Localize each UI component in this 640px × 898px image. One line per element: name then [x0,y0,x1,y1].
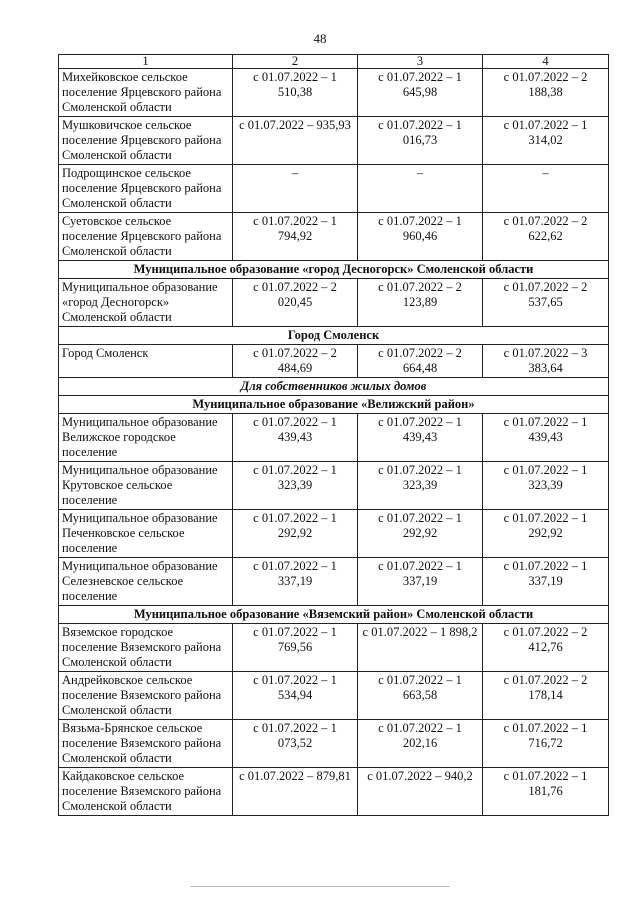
tariff-cell-col2: с 01.07.2022 – 879,81 [233,768,358,816]
municipality-name-cell: Вяземское городское поселение Вяземского района Смоленской области [59,624,233,672]
tariff-cell-col3: с 01.07.2022 – 1 663,58 [358,672,483,720]
table-header-row [59,55,609,69]
tariff-cell-col3: с 01.07.2022 – 1 337,19 [358,558,483,606]
municipality-name-cell: Муниципальное образование «город Десногорск» Смоленской области [59,279,233,327]
tariff-cell-col4: с 01.07.2022 – 1 337,19 [483,558,609,606]
table-row [59,165,609,213]
municipality-name-cell: Подрощинское сельское поселение Ярцевского района Смоленской области [59,165,233,213]
table-row [59,345,609,378]
section-header-row [59,261,609,279]
table-body [59,69,609,816]
tariff-cell-col4: с 01.07.2022 – 2 537,65 [483,279,609,327]
table-row [59,414,609,462]
section-title: Муниципальное образование «город Десногорск» Смоленской области [59,261,609,279]
tariff-cell-col2: с 01.07.2022 – 1 073,52 [233,720,358,768]
tariff-cell-col3: с 01.07.2022 – 1 439,43 [358,414,483,462]
tariff-cell-col3: с 01.07.2022 – 2 123,89 [358,279,483,327]
column-header: 4 [483,55,609,69]
tariff-cell-col3: с 01.07.2022 – 940,2 [358,768,483,816]
municipality-name-cell: Муниципальное образование Крутовское сельское поселение [59,462,233,510]
tariff-cell-col3: с 01.07.2022 – 2 664,48 [358,345,483,378]
table-row [59,213,609,261]
section-header-row [59,396,609,414]
tariff-cell-col2: с 01.07.2022 – 2 484,69 [233,345,358,378]
section-header-row [59,606,609,624]
footer-divider [190,886,450,887]
tariff-cell-col2: с 01.07.2022 – 1 439,43 [233,414,358,462]
municipality-name-cell: Муниципальное образование Печенковское сельское поселение [59,510,233,558]
tariff-cell-col3: с 01.07.2022 – 1 898,2 [358,624,483,672]
table-row [59,462,609,510]
tariff-cell-col3: с 01.07.2022 – 1 960,46 [358,213,483,261]
tariff-cell-col4: с 01.07.2022 – 1 292,92 [483,510,609,558]
section-title: Муниципальное образование «Велижский район» [59,396,609,414]
section-title: Для собственников жилых домов [59,378,609,396]
tariff-cell-col4: с 01.07.2022 – 1 439,43 [483,414,609,462]
tariff-cell-col4: с 01.07.2022 – 2 178,14 [483,672,609,720]
tariff-cell-col4: – [483,165,609,213]
tariff-cell-col4: с 01.07.2022 – 3 383,64 [483,345,609,378]
section-title: Муниципальное образование «Вяземский район» Смоленской области [59,606,609,624]
section-header-row [59,327,609,345]
tariff-cell-col3: с 01.07.2022 – 1 323,39 [358,462,483,510]
table-row [59,720,609,768]
municipality-name-cell: Суетовское сельское поселение Ярцевского района Смоленской области [59,213,233,261]
column-header: 3 [358,55,483,69]
municipality-name-cell: Город Смоленск [59,345,233,378]
tariff-cell-col2: с 01.07.2022 – 935,93 [233,117,358,165]
tariff-cell-col2: с 01.07.2022 – 1 510,38 [233,69,358,117]
tariff-cell-col2: – [233,165,358,213]
municipality-name-cell: Муниципальное образование Селезневское сельское поселение [59,558,233,606]
tariff-cell-col3: с 01.07.2022 – 1 016,73 [358,117,483,165]
table-row [59,768,609,816]
tariff-cell-col3: – [358,165,483,213]
table-row [59,672,609,720]
table-row [59,624,609,672]
municipality-name-cell: Муниципальное образование Велижское городское поселение [59,414,233,462]
table-row [59,279,609,327]
table-row [59,117,609,165]
municipality-name-cell: Кайдаковское сельское поселение Вяземского района Смоленской области [59,768,233,816]
municipality-name-cell: Андрейковское сельское поселение Вяземского района Смоленской области [59,672,233,720]
tariff-cell-col2: с 01.07.2022 – 1 323,39 [233,462,358,510]
table-row [59,510,609,558]
tariff-cell-col3: с 01.07.2022 – 1 202,16 [358,720,483,768]
tariff-cell-col2: с 01.07.2022 – 2 020,45 [233,279,358,327]
section-header-row [59,378,609,396]
tariff-cell-col2: с 01.07.2022 – 1 534,94 [233,672,358,720]
municipality-name-cell: Мушковичское сельское поселение Ярцевского района Смоленской области [59,117,233,165]
table-row [59,558,609,606]
column-header: 1 [59,55,233,69]
tariff-cell-col2: с 01.07.2022 – 1 292,92 [233,510,358,558]
tariff-cell-col4: с 01.07.2022 – 2 412,76 [483,624,609,672]
municipality-name-cell: Вязьма-Брянское сельское поселение Вяземского района Смоленской области [59,720,233,768]
tariff-cell-col2: с 01.07.2022 – 1 769,56 [233,624,358,672]
tariff-cell-col2: с 01.07.2022 – 1 337,19 [233,558,358,606]
table-row [59,69,609,117]
tariff-cell-col4: с 01.07.2022 – 1 716,72 [483,720,609,768]
tariff-cell-col4: с 01.07.2022 – 2 622,62 [483,213,609,261]
tariff-cell-col2: с 01.07.2022 – 1 794,92 [233,213,358,261]
page-number: 48 [313,31,327,46]
section-title: Город Смоленск [59,327,609,345]
tariff-cell-col4: с 01.07.2022 – 1 323,39 [483,462,609,510]
column-header: 2 [233,55,358,69]
tariff-cell-col3: с 01.07.2022 – 1 292,92 [358,510,483,558]
tariff-cell-col4: с 01.07.2022 – 2 188,38 [483,69,609,117]
tariff-cell-col4: с 01.07.2022 – 1 314,02 [483,117,609,165]
tariff-cell-col3: с 01.07.2022 – 1 645,98 [358,69,483,117]
tariff-table [58,54,609,816]
municipality-name-cell: Михейковское сельское поселение Ярцевского района Смоленской области [59,69,233,117]
tariff-cell-col4: с 01.07.2022 – 1 181,76 [483,768,609,816]
